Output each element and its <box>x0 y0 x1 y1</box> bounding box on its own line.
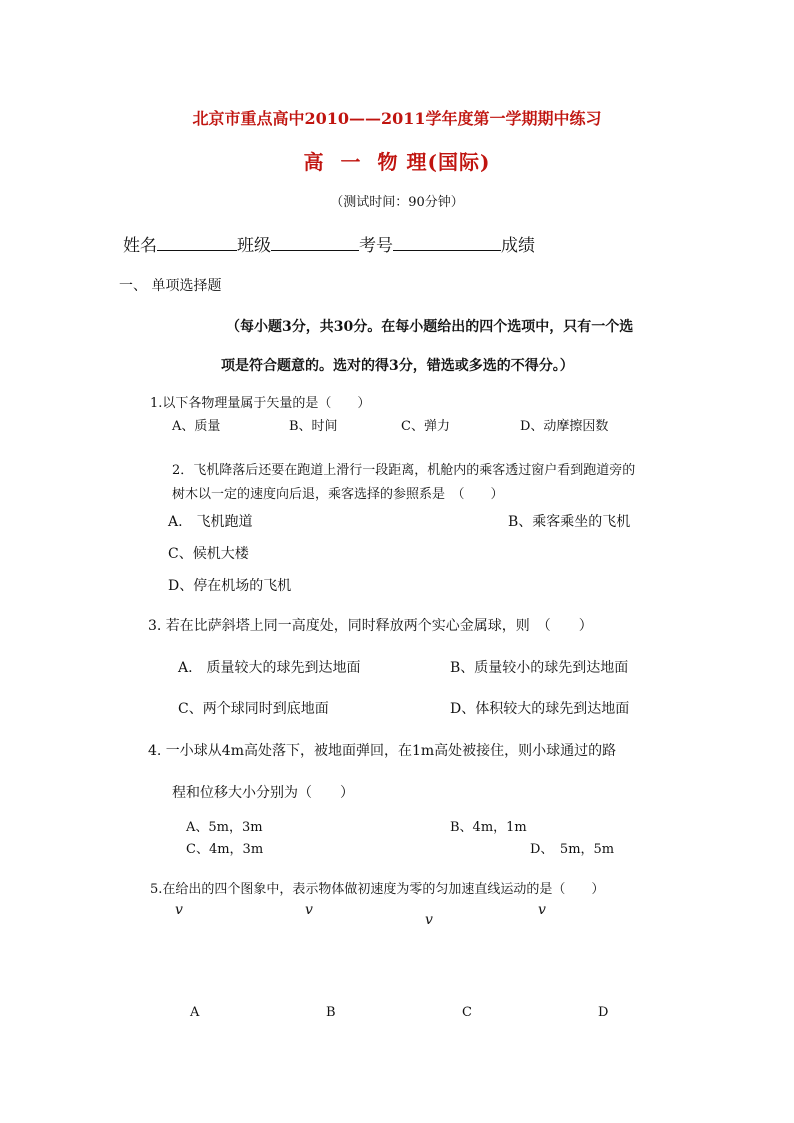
question-4-option-d[interactable]: D、 5m，5m <box>530 842 615 857</box>
section-heading: 一、 单项选择题 <box>119 278 222 294</box>
question-3-option-a[interactable]: A. 质量较大的球先到达地面 <box>178 660 361 676</box>
question-3-option-b[interactable]: B、质量较小的球先到达地面 <box>450 660 629 676</box>
subtitle-part: 理(国际) <box>406 150 491 174</box>
id-blank[interactable] <box>393 235 501 251</box>
question-2-option-b[interactable]: B、乘客乘坐的飞机 <box>508 514 631 530</box>
question-4-stem-line1: 4. 一小球从4m高处落下，被地面弹回，在1m高处被接住，则小球通过的路 <box>148 743 617 759</box>
exam-title: 北京市重点高中2010——2011学年度第一学期期中练习 <box>192 109 602 128</box>
exam-subtitle <box>0 146 794 175</box>
graph-a-label[interactable]: A <box>190 1005 200 1020</box>
score-label: 成绩 <box>501 236 535 256</box>
question-1-stem: 1.以下各物理量属于矢量的是（ ） <box>150 396 371 411</box>
question-1-option-b[interactable]: B、时间 <box>289 419 338 434</box>
subtitle-part: 高 <box>303 150 325 174</box>
question-3-option-d[interactable]: D、体积较大的球先到达地面 <box>450 701 630 717</box>
section-instruction-line1: （每小题3分，共30分。在每小题给出的四个选项中，只有一个选 <box>226 319 634 335</box>
question-2-option-c[interactable]: C、候机大楼 <box>168 546 249 562</box>
section-instruction-line2: 项是符合题意的。选对的得3分，错选或多选的不得分。） <box>221 358 574 374</box>
class-label: 班级 <box>237 236 271 256</box>
question-4-option-b[interactable]: B、4m，1m <box>450 820 527 835</box>
question-4-option-c[interactable]: C、4m，3m <box>186 842 264 857</box>
graph-a-axis-label: v <box>175 902 183 918</box>
test-time-note: （测试时间：90分钟） <box>330 195 464 210</box>
question-2-option-a[interactable]: A. 飞机跑道 <box>168 514 253 530</box>
question-3-option-c[interactable]: C、两个球同时到底地面 <box>178 701 329 717</box>
subtitle-part: 物 <box>377 150 399 174</box>
question-5-stem: 5.在给出的四个图象中，表示物体做初速度为零的匀加速直线运动的是（ ） <box>150 882 605 897</box>
graph-d-axis-label: v <box>538 902 546 918</box>
question-1-option-c[interactable]: C、弹力 <box>401 419 450 434</box>
question-2-stem-line2: 树木以一定的速度向后退，乘客选择的参照系是 （ ） <box>172 487 504 502</box>
question-2-option-d[interactable]: D、停在机场的飞机 <box>168 578 292 594</box>
question-3-stem: 3. 若在比萨斜塔上同一高度处，同时释放两个实心金属球，则 （ ） <box>148 618 593 634</box>
graph-b-label[interactable]: B <box>326 1005 336 1020</box>
subtitle-part: 一 <box>340 150 362 174</box>
name-label: 姓名 <box>123 236 157 256</box>
question-2-stem-line1: 2．飞机降落后还要在跑道上滑行一段距离，机舱内的乘客透过窗户看到跑道旁的 <box>172 463 636 478</box>
id-label: 考号 <box>359 236 393 256</box>
graph-c-label[interactable]: C <box>462 1005 472 1020</box>
name-blank[interactable] <box>157 235 237 251</box>
question-1-option-a[interactable]: A、质量 <box>172 419 221 434</box>
question-1-option-d[interactable]: D、动摩擦因数 <box>520 419 609 434</box>
graph-c-axis-label: v <box>425 912 433 928</box>
graph-d-label[interactable]: D <box>598 1005 609 1020</box>
class-blank[interactable] <box>271 235 359 251</box>
graph-b-axis-label: v <box>305 902 313 918</box>
question-4-option-a[interactable]: A、5m，3m <box>186 820 263 835</box>
question-4-stem-line2: 程和位移大小分别为（ ） <box>172 785 354 801</box>
student-info-line <box>123 231 535 256</box>
